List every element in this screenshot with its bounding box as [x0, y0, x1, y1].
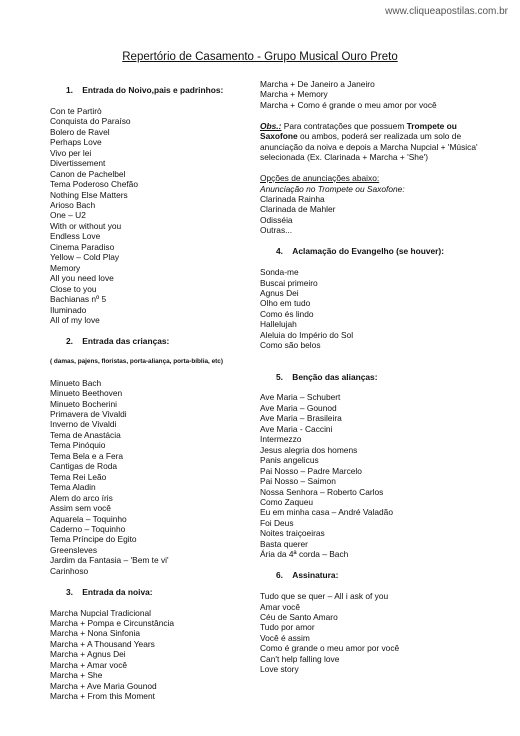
list-item: Olho em tudo: [260, 298, 311, 309]
list-item: Intermezzo: [260, 434, 302, 445]
list-item: Marcha Nupcial Tradicional: [50, 607, 152, 618]
list-item: Vivo per lei: [50, 147, 92, 158]
song-list: [260, 392, 485, 559]
list-item: Céu de Santo Amaro: [260, 611, 338, 622]
list-item: Marcha + She: [50, 670, 103, 681]
list-item: Carinhoso: [50, 565, 89, 576]
list-item: Marcha + A Thousand Years: [50, 638, 155, 649]
list-item: Iluminado: [50, 304, 87, 315]
list-item: Aleluia do Império do Sol: [260, 329, 354, 340]
list-item: Minueto Bocherini: [50, 398, 118, 409]
list-item: One – U2: [50, 210, 86, 221]
list-item: Panis angelicus: [260, 455, 319, 466]
song-list: [260, 591, 485, 675]
list-item: Tema Rei Leão: [50, 471, 107, 482]
page-title: Repertório de Casamento - Grupo Musical Ouro Preto: [122, 51, 398, 63]
list-item: Tema Pinóquio: [50, 440, 106, 451]
list-item: Tema Bela e a Fera: [50, 450, 124, 461]
list-item: Marcha + De Janeiro a Janeiro: [260, 79, 375, 89]
list-item: Primavera de Vivaldi: [50, 408, 127, 419]
list-item: Buscai primeiro: [260, 277, 318, 288]
list-item: Close to you: [50, 283, 97, 294]
section-note: ( damas, pajens, floristas, porta-aliança, porta-bíblia, etc): [50, 357, 223, 365]
list-item: Ave Maria – Schubert: [260, 392, 341, 403]
section-heading: 6. Assinatura:: [276, 570, 339, 581]
list-item: Minueto Beethoven: [50, 388, 123, 399]
list-item: Caderno – Toquinho: [50, 523, 126, 534]
list-item: Memory: [50, 262, 81, 273]
song-list: [50, 378, 255, 577]
list-item: Ave Maria – Brasileira: [260, 413, 342, 424]
list-item: Marcha + Memory: [260, 89, 328, 100]
section-heading: 1. Entrada do Noivo,pais e padrinhos:: [66, 85, 224, 95]
site-url: www.cliqueapostilas.com.br: [385, 6, 508, 17]
list-item: Cinema Paradiso: [50, 241, 115, 252]
list-item: Can't help falling love: [260, 653, 340, 664]
list-item: Sonda-me: [260, 267, 299, 278]
song-list: [260, 267, 485, 351]
song-list: [50, 106, 255, 326]
options-list: [260, 194, 485, 236]
list-item: Outras...: [260, 225, 293, 236]
right-column: [260, 79, 485, 675]
list-item: Marcha + Nona Sinfonia: [50, 628, 141, 639]
section-heading: 5. Benção das alianças:: [276, 371, 378, 382]
list-item: Nothing Else Matters: [50, 189, 128, 200]
obs-text-a: Para contratações que possuem: [281, 120, 407, 131]
list-item: Tudo por amor: [260, 622, 315, 633]
list-item: Tema Aladin: [50, 482, 96, 493]
list-item: Marcha + Agnus Dei: [50, 649, 126, 660]
list-item: Greensleves: [50, 544, 98, 555]
list-item: Jardim da Fantasia – 'Bem te vi': [50, 555, 169, 566]
options-subtitle: Anunciação no Trompete ou Saxofone:: [260, 183, 405, 194]
list-item: Marcha + Amar você: [50, 659, 128, 670]
list-item: Como é grande o meu amor por você: [260, 643, 400, 654]
list-item: Jesus alegria dos homens: [260, 444, 358, 455]
section-heading: 4. Aclamação do Evangelho (se houver):: [276, 246, 445, 257]
list-item: All of my love: [50, 314, 100, 325]
list-item: Você é assim: [260, 632, 310, 643]
list-item: Ave Maria – Gounod: [260, 402, 337, 413]
list-item: Amar você: [260, 601, 301, 612]
list-item: Endless Love: [50, 231, 101, 242]
song-list: [50, 608, 255, 702]
list-item: Noites traiçoeiras: [260, 528, 325, 539]
list-item: Tudo que se quer – All i ask of you: [260, 591, 389, 602]
list-item: Love story: [260, 664, 299, 675]
list-item: Basta querer: [260, 538, 308, 549]
list-item: Marcha + Pompa e Circunstância: [50, 618, 175, 629]
section-heading: 3. Entrada da noiva:: [66, 586, 153, 597]
obs-note: [260, 121, 485, 163]
list-item: With or without you: [50, 220, 122, 231]
list-item: Divertissement: [50, 158, 106, 169]
list-item: Como Zaqueu: [260, 497, 314, 508]
obs-label: Obs.:: [260, 120, 282, 131]
obs-text-bold: Trompete ou Saxofone: [260, 120, 457, 142]
list-item: Hallelujah: [260, 319, 297, 330]
song-list: [260, 79, 485, 110]
obs-text-c: ou ambos, poderá ser realizada um solo de anunciação da noiva e depois a Marcha Nupcial + 'Música' selecionada (Ex. Clarinada + Marcha + 'She'): [260, 131, 478, 163]
list-item: Agnus Dei: [260, 288, 299, 298]
list-item: Yellow – Cold Play: [50, 252, 120, 263]
list-item: Foi Deus: [260, 517, 294, 528]
list-item: Marcha + Como é grande o meu amor por você: [260, 99, 437, 110]
list-item: Clarinada Rainha: [260, 193, 325, 204]
list-item: Marcha + Ave Maria Gounod: [50, 680, 157, 691]
list-item: Cantigas de Roda: [50, 461, 118, 472]
list-item: Clarinada de Mahler: [260, 204, 336, 215]
list-item: Ave Maria - Caccini: [260, 423, 333, 434]
list-item: Bachianas nº 5: [50, 294, 107, 305]
list-item: Perhaps Love: [50, 137, 102, 148]
list-item: Arioso Bach: [50, 199, 96, 210]
list-item: Inverno de Vivaldi: [50, 419, 117, 430]
section-heading: 2. Entrada das crianças:: [66, 335, 170, 346]
list-item: Minueto Bach: [50, 377, 102, 388]
list-item: Alem do arco íris: [50, 492, 113, 503]
list-item: Assim sem você: [50, 503, 111, 514]
left-column: [50, 85, 255, 702]
list-item: Ária da 4ª corda – Bach: [260, 549, 349, 560]
list-item: Conquista do Paraíso: [50, 116, 131, 127]
list-item: Aquarela – Toquinho: [50, 513, 127, 524]
list-item: Tema Príncipe do Egito: [50, 534, 137, 545]
list-item: Bolero de Ravel: [50, 126, 110, 137]
list-item: Como és lindo: [260, 308, 314, 319]
list-item: Pai Nosso – Padre Marcelo: [260, 465, 362, 476]
list-item: Nossa Senhora – Roberto Carlos: [260, 486, 384, 497]
list-item: Con te Partirò: [50, 105, 102, 116]
options-title: Opções de anunciações abaixo:: [260, 173, 380, 184]
list-item: All you need love: [50, 273, 114, 284]
list-item: Pai Nosso – Saimon: [260, 476, 336, 487]
list-item: Odisséia: [260, 214, 293, 225]
list-item: Eu em minha casa – André Valadão: [260, 507, 393, 518]
list-item: Como são belos: [260, 340, 321, 351]
list-item: Tema de Anastácia: [50, 429, 121, 440]
list-item: Marcha + From this Moment: [50, 691, 155, 702]
list-item: Tema Poderoso Chefão: [50, 179, 138, 190]
list-item: Canon de Pachelbel: [50, 168, 126, 179]
